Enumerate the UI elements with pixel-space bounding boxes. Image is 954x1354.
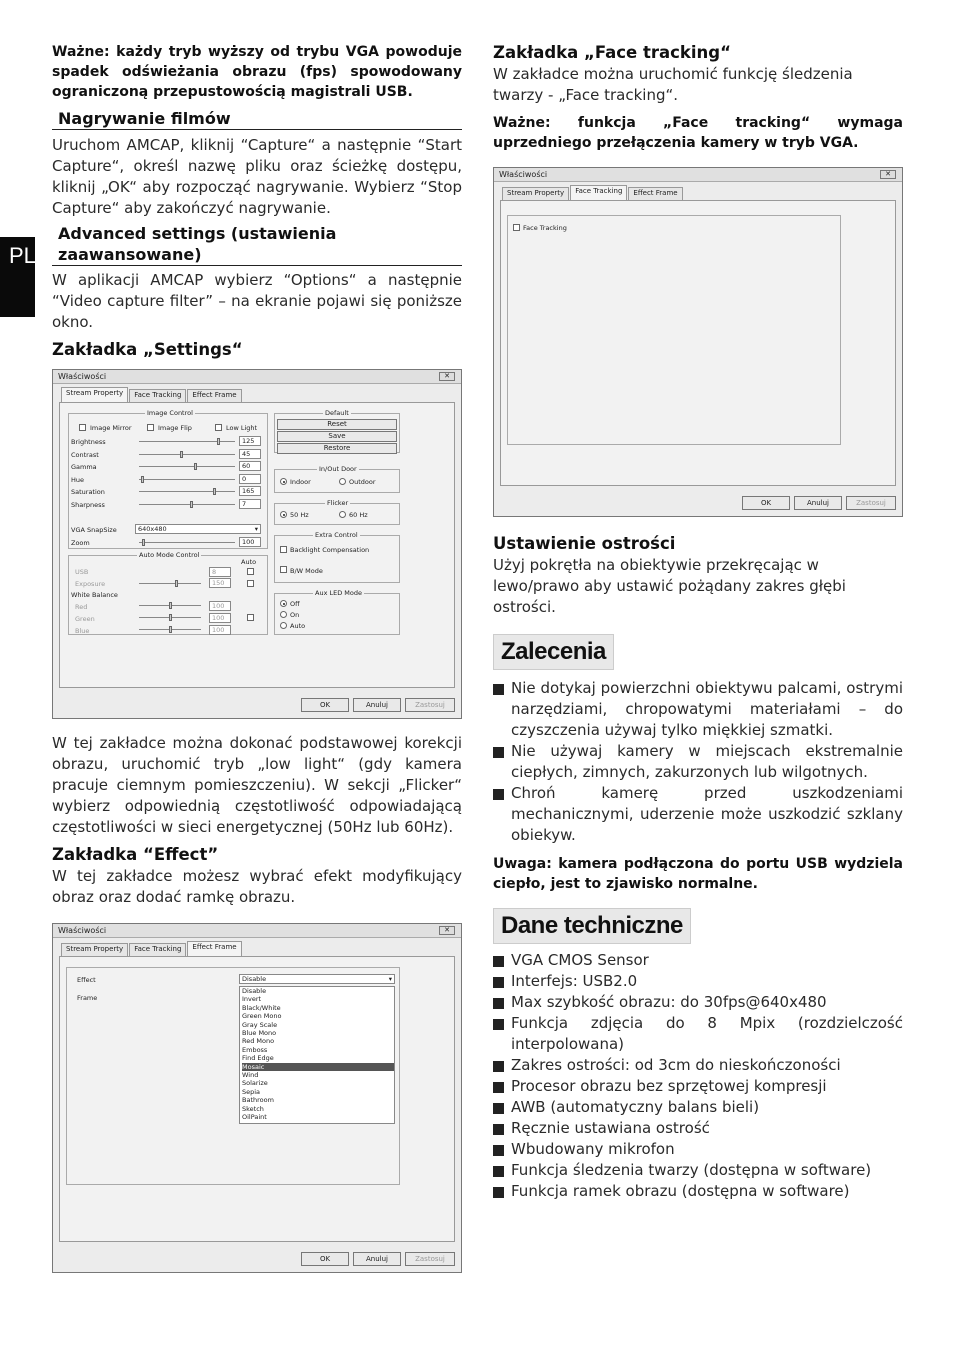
ok-button[interactable]: OK xyxy=(742,496,790,510)
slider-value[interactable]: 125 xyxy=(239,436,261,446)
adjust-slider[interactable] xyxy=(139,454,235,455)
right-column xyxy=(493,42,903,1202)
outdoor-radio[interactable] xyxy=(339,478,346,485)
list-item: Ręcznie ustawiana ostrość xyxy=(493,1118,903,1139)
adjust-slider[interactable] xyxy=(139,466,235,467)
low-light-checkbox[interactable] xyxy=(215,424,222,431)
tab-face-tracking[interactable]: Face Tracking xyxy=(570,185,627,200)
save-button[interactable]: Save xyxy=(277,431,397,442)
effect-dialog xyxy=(52,923,462,1273)
face-heading: Zakładka „Face tracking“ xyxy=(493,43,731,62)
bullet-icon xyxy=(493,971,511,992)
exposure-auto-checkbox[interactable] xyxy=(247,580,254,587)
apply-button[interactable]: Zastosuj xyxy=(405,698,455,712)
close-icon[interactable]: ✕ xyxy=(880,170,896,179)
ok-button[interactable]: OK xyxy=(301,1252,349,1266)
led-off-radio[interactable] xyxy=(280,600,287,607)
effect-option[interactable]: Bathroom xyxy=(242,1096,274,1105)
language-tab: PL xyxy=(0,237,35,317)
bullet-icon xyxy=(493,741,511,783)
slider-label: Saturation xyxy=(71,488,105,496)
list-item: Interfejs: USB2.0 xyxy=(493,971,903,992)
bullet-icon xyxy=(493,1139,511,1160)
bullet-icon xyxy=(493,1181,511,1202)
list-item: Wbudowany mikrofon xyxy=(493,1139,903,1160)
blue-value[interactable]: 100 xyxy=(209,625,231,635)
slider-label: Hue xyxy=(71,475,85,484)
inout-door-group: In/Out Door Indoor Outdoor xyxy=(274,469,400,493)
recommend-heading: Zalecenia xyxy=(493,634,614,670)
adjust-slider[interactable] xyxy=(139,491,235,492)
bullet-icon xyxy=(493,1118,511,1139)
effect-group xyxy=(66,967,400,1185)
dialog-title: Właściwości xyxy=(494,168,902,182)
exposure-value[interactable]: 150 xyxy=(209,578,231,588)
settings-dialog xyxy=(52,369,462,719)
restore-button[interactable]: Restore xyxy=(277,443,397,454)
slider-label: Gamma xyxy=(71,463,97,471)
focus-heading: Ustawienie ostrości xyxy=(493,534,676,553)
usb-value[interactable]: 8 xyxy=(209,567,231,577)
slider-value[interactable]: 7 xyxy=(239,499,261,509)
recording-heading: Nagrywanie filmów xyxy=(52,108,462,130)
effect-option[interactable]: Find Edge xyxy=(242,1054,274,1063)
backlight-checkbox[interactable] xyxy=(280,546,287,553)
apply-button[interactable]: Zastosuj xyxy=(846,496,896,510)
close-icon[interactable]: ✕ xyxy=(439,926,455,935)
settings-text: W tej zakładce można dokonać podstawowej korekcji obrazu, uruchomić tryb „low light“ (gdy kamera pracuje ciemnym pomieszczeniu). W sekcji „Flicker“ wybierz odpowiednią częstotliwość odpowiadającą częstotliwości w sieci energetycznej (50Hz lub 60Hz). xyxy=(52,734,462,836)
stream-property-page xyxy=(59,402,455,688)
bw-mode-checkbox[interactable] xyxy=(280,566,287,573)
face-group: Face Tracking xyxy=(507,215,841,445)
slider-value[interactable]: 0 xyxy=(239,474,261,484)
zoom-value[interactable]: 100 xyxy=(239,537,261,547)
effect-label: Effect xyxy=(77,976,96,984)
effect-option[interactable]: OilPaint xyxy=(242,1113,267,1122)
advanced-text: W aplikacji AMCAP wybierz “Options“ a następnie “Video capture filter” – na ekranie pojawi się poniższe okno. xyxy=(52,271,462,331)
reset-button[interactable]: Reset xyxy=(277,419,397,430)
indoor-radio[interactable] xyxy=(280,478,287,485)
list-item: VGA CMOS Sensor xyxy=(493,950,903,971)
slider-thumb[interactable] xyxy=(213,488,216,495)
list-item: AWB (automatyczny balans bieli) xyxy=(493,1097,903,1118)
spec-list xyxy=(493,950,903,1202)
chevron-down-icon: ▾ xyxy=(254,525,258,533)
bullet-icon xyxy=(493,1160,511,1181)
left-column xyxy=(52,42,462,1273)
slider-thumb[interactable] xyxy=(180,451,183,458)
effect-option[interactable]: Gray Scale xyxy=(242,1020,278,1029)
cancel-button[interactable]: Anuluj xyxy=(353,1252,401,1266)
slider-label: Contrast xyxy=(71,450,99,459)
recommend-list xyxy=(493,678,903,846)
effect-option[interactable]: Emboss xyxy=(242,1045,268,1054)
slider-value[interactable]: 165 xyxy=(239,486,261,496)
slider-thumb[interactable] xyxy=(217,438,220,445)
advanced-heading: Advanced settings (ustawienia zaawansowane) xyxy=(52,223,462,266)
aux-led-group: Aux LED Mode Off On Auto xyxy=(274,593,400,635)
zoom-slider[interactable] xyxy=(139,542,235,543)
face-tracking-page xyxy=(500,200,896,486)
image-control-group: Image Control Image Mirror Image Flip Low Light Brightness 125 Contrast 45 Gamma 60 Hue 0 Saturation 165 Sharpness 7 VGA SnapSize 640x480 ▾ Zoom 100 xyxy=(68,413,268,549)
effect-option[interactable]: Invert xyxy=(242,995,262,1004)
slider-thumb[interactable] xyxy=(194,463,197,470)
face-text: W zakładce można uruchomić funkcję śledzenia twarzy - „Face tracking“. xyxy=(493,65,853,104)
zoom-label: Zoom xyxy=(71,539,90,547)
50hz-radio[interactable] xyxy=(280,511,287,518)
adjust-slider[interactable] xyxy=(139,504,235,505)
flicker-group: Flicker 50 Hz 60 Hz xyxy=(274,503,400,525)
effect-option[interactable]: Solarize xyxy=(242,1079,268,1088)
tab-face-tracking[interactable]: Face Tracking xyxy=(129,943,186,956)
effect-select[interactable]: Disable ▾ xyxy=(239,974,395,984)
usb-auto-checkbox[interactable] xyxy=(247,568,254,575)
effect-option[interactable]: Green Mono xyxy=(242,1012,282,1021)
effect-option[interactable]: Sketch xyxy=(242,1104,264,1113)
chevron-down-icon: ▾ xyxy=(388,975,392,983)
effect-option[interactable]: Wind xyxy=(242,1071,259,1080)
dialog-title: Właściwości xyxy=(53,924,461,938)
face-tracking-dialog xyxy=(493,167,903,517)
tech-heading: Dane techniczne xyxy=(493,908,691,944)
settings-heading: Zakładka „Settings“ xyxy=(52,340,243,359)
effect-option[interactable]: Red Mono xyxy=(242,1037,275,1046)
list-item: Chroń kamerę przed uszkodzeniami mechanicznymi, uderzenie może uszkodzić szklany obiekyw. xyxy=(493,783,903,846)
bullet-icon xyxy=(493,1097,511,1118)
bullet-icon xyxy=(493,950,511,971)
tab-effect-frame[interactable]: Effect Frame xyxy=(187,941,241,956)
slider-thumb[interactable] xyxy=(141,476,144,483)
list-item: Zakres ostrości: od 3cm do nieskończoności xyxy=(493,1055,903,1076)
list-item: Nie dotykaj powierzchni obiektywu palcami, ostrymi narzędziami, chropowatymi materiałami – do czyszczenia używaj tylko miękkiej szmatki. xyxy=(493,678,903,741)
effect-text: W tej zakładce możesz wybrać efekt modyfikujący obraz oraz dodać ramkę obrazu. xyxy=(52,867,462,906)
list-item: Funkcja ramek obrazu (dostępna w software) xyxy=(493,1181,903,1202)
60hz-radio[interactable] xyxy=(339,511,346,518)
slider-thumb[interactable] xyxy=(190,501,193,508)
auto-mode-group: Auto Mode Control Auto USB 8 Exposure 150 White Balance Red 100 Green 100 Blue 100 xyxy=(68,555,268,635)
list-item: Procesor obrazu bez sprzętowej kompresji xyxy=(493,1076,903,1097)
effect-option[interactable]: Disable xyxy=(242,987,267,995)
bullet-icon xyxy=(493,1013,511,1055)
exposure-slider[interactable] xyxy=(139,583,201,584)
slider-value[interactable]: 60 xyxy=(239,461,261,471)
tab-stream-property[interactable]: Stream Property xyxy=(61,387,128,402)
close-icon[interactable]: ✕ xyxy=(439,372,455,381)
bullet-icon xyxy=(493,1076,511,1097)
face-tracking-checkbox[interactable] xyxy=(513,224,520,231)
effect-dropdown-list[interactable] xyxy=(239,986,395,1124)
tab-effect-frame[interactable]: Effect Frame xyxy=(187,389,241,402)
adjust-slider[interactable] xyxy=(139,479,235,480)
effect-option[interactable]: Sepia xyxy=(242,1087,261,1096)
adjust-slider[interactable] xyxy=(139,441,235,442)
focus-text: Użyj pokrętła na obiektywie przekręcając w lewo/prawo aby ustawić pożądany zakres głębi ostrości. xyxy=(493,556,846,616)
face-warning: Ważne: funkcja „Face tracking“ wymaga uprzedniego przełączenia kamery w tryb VGA. xyxy=(493,115,903,151)
effect-heading: Zakładka “Effect” xyxy=(52,845,219,864)
list-item: Funkcja zdjęcia do 8 Mpix (rozdzielczość interpolowana) xyxy=(493,1013,903,1055)
bullet-icon xyxy=(493,678,511,741)
red-value[interactable]: 100 xyxy=(209,601,231,611)
bullet-icon xyxy=(493,783,511,846)
vga-snapsize-label: VGA SnapSize xyxy=(71,526,117,534)
usb-warning: Uwaga: kamera podłączona do portu USB wydziela ciepło, jest to zjawisko normalne. xyxy=(493,856,903,892)
default-group: Default Reset Save Restore xyxy=(274,413,400,453)
cancel-button[interactable]: Anuluj xyxy=(353,698,401,712)
ok-button[interactable]: OK xyxy=(301,698,349,712)
cancel-button[interactable]: Anuluj xyxy=(794,496,842,510)
effect-option[interactable]: Black/White xyxy=(242,1003,281,1012)
led-on-radio[interactable] xyxy=(280,611,287,618)
list-item: Funkcja śledzenia twarzy (dostępna w software) xyxy=(493,1160,903,1181)
effect-option[interactable]: Mosaic xyxy=(242,1063,394,1071)
tab-effect-frame[interactable]: Effect Frame xyxy=(628,187,682,200)
led-auto-radio[interactable] xyxy=(280,622,287,629)
dialog-title: Właściwości xyxy=(53,370,461,384)
blue-slider[interactable] xyxy=(139,629,201,630)
image-mirror-checkbox[interactable] xyxy=(79,424,86,431)
recording-text: Uruchom AMCAP, kliknij “Capture“ a następnie “Start Capture“, określ nazwę pliku oraz ścieżkę dostępu, kliknij „OK“ aby rozpocząć nagrywanie. Wybierz “Stop Capture“ aby zakończyć nagrywanie. xyxy=(52,136,462,217)
effect-option[interactable]: Blue Mono xyxy=(242,1029,277,1038)
bullet-icon xyxy=(493,1055,511,1076)
green-slider[interactable] xyxy=(139,617,201,618)
image-flip-checkbox[interactable] xyxy=(147,424,154,431)
slider-label: Brightness xyxy=(71,438,106,446)
list-item: Max szybkość obrazu: do 30fps@640x480 xyxy=(493,992,903,1013)
vga-snapsize-select[interactable]: 640x480 ▾ xyxy=(135,524,261,534)
slider-value[interactable]: 45 xyxy=(239,449,261,459)
apply-button[interactable]: Zastosuj xyxy=(405,1252,455,1266)
green-value[interactable]: 100 xyxy=(209,613,231,623)
red-slider[interactable] xyxy=(139,605,201,606)
bullet-icon xyxy=(493,992,511,1013)
fps-warning: Ważne: każdy tryb wyższy od trybu VGA powoduje spadek odświeżania obrazu (fps) spowodowany ograniczoną przepustowością magistrali USB. xyxy=(52,44,462,100)
slider-label: Sharpness xyxy=(71,500,105,509)
frame-label: Frame xyxy=(77,994,98,1002)
list-item: Nie używaj kamery w miejscach ekstremalnie ciepłych, zimnych, zakurzonych lub wilgotnych. xyxy=(493,741,903,783)
effect-frame-page xyxy=(59,956,455,1242)
wb-auto-checkbox[interactable] xyxy=(247,614,254,621)
tab-face-tracking[interactable]: Face Tracking xyxy=(129,389,186,402)
extra-control-group: Extra Control Backlight Compensation B/W Mode xyxy=(274,535,400,583)
tab-stream-property[interactable]: Stream Property xyxy=(502,187,569,200)
tab-stream-property[interactable]: Stream Property xyxy=(61,943,128,956)
